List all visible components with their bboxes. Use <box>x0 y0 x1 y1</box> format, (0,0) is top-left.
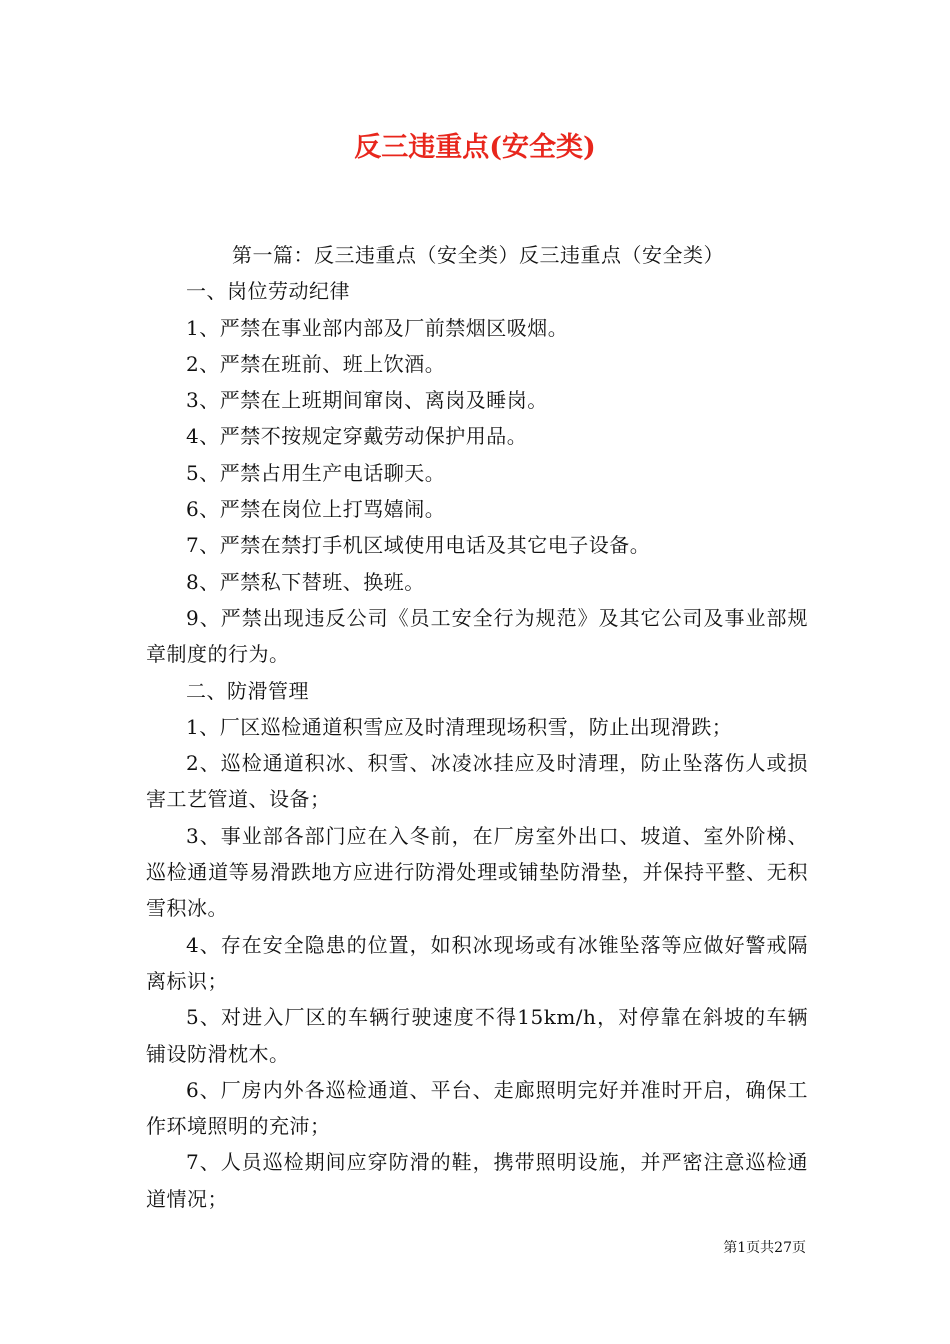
paragraph: 9、严禁出现违反公司《员工安全行为规范》及其它公司及事业部规章制度的行为。 <box>146 605 808 667</box>
document-title: 反三违重点(安全类) <box>354 132 596 163</box>
paragraph: 2、巡检通道积冰、积雪、冰凌冰挂应及时清理，防止坠落伤人或损害工艺管道、设备； <box>146 751 808 812</box>
paragraph: 4、存在安全隐患的位置，如积冰现场或有冰锥坠落等应做好警戒隔离标识； <box>146 932 808 993</box>
document-body <box>146 237 808 1217</box>
paragraph: 8、严禁私下替班、换班。 <box>186 569 425 594</box>
paragraph-section-heading: 二、防滑管理 <box>186 678 309 703</box>
paragraph: 3、严禁在上班期间窜岗、离岗及睡岗。 <box>186 388 548 413</box>
paragraph: 2、严禁在班前、班上饮酒。 <box>186 351 446 376</box>
paragraph: 6、厂房内外各巡检通道、平台、走廊照明完好并准时开启，确保工作环境照明的充沛； <box>146 1077 808 1139</box>
paragraph-section-heading: 一、岗位劳动纪律 <box>186 279 350 304</box>
paragraph: 3、事业部各部门应在入冬前，在厂房室外出口、坡道、室外阶梯、巡检通道等易滑跌地方应进行防滑处理或铺垫防滑垫，并保持平整、无积雪积冰。 <box>146 823 808 921</box>
paragraph: 1、厂区巡检通道积雪应及时清理现场积雪，防止出现滑跌； <box>186 714 733 739</box>
paragraph: 5、严禁占用生产电话聊天。 <box>186 460 446 485</box>
paragraph: 6、严禁在岗位上打骂嬉闹。 <box>186 497 446 522</box>
paragraph-chapter-heading: 第一篇：反三违重点（安全类）反三违重点（安全类） <box>232 243 724 267</box>
paragraph: 1、严禁在事业部内部及厂前禁烟区吸烟。 <box>186 315 569 340</box>
paragraph: 7、人员巡检期间应穿防滑的鞋，携带照明设施，并严密注意巡检通道情况； <box>146 1150 808 1211</box>
page-number: 第1页共27页 <box>723 1240 806 1256</box>
paragraph: 4、严禁不按规定穿戴劳动保护用品。 <box>186 424 528 449</box>
paragraph: 7、严禁在禁打手机区域使用电话及其它电子设备。 <box>186 533 651 558</box>
paragraph: 5、对进入厂区的车辆行驶速度不得15km/h，对停靠在斜坡的车辆铺设防滑枕木。 <box>146 1005 808 1066</box>
